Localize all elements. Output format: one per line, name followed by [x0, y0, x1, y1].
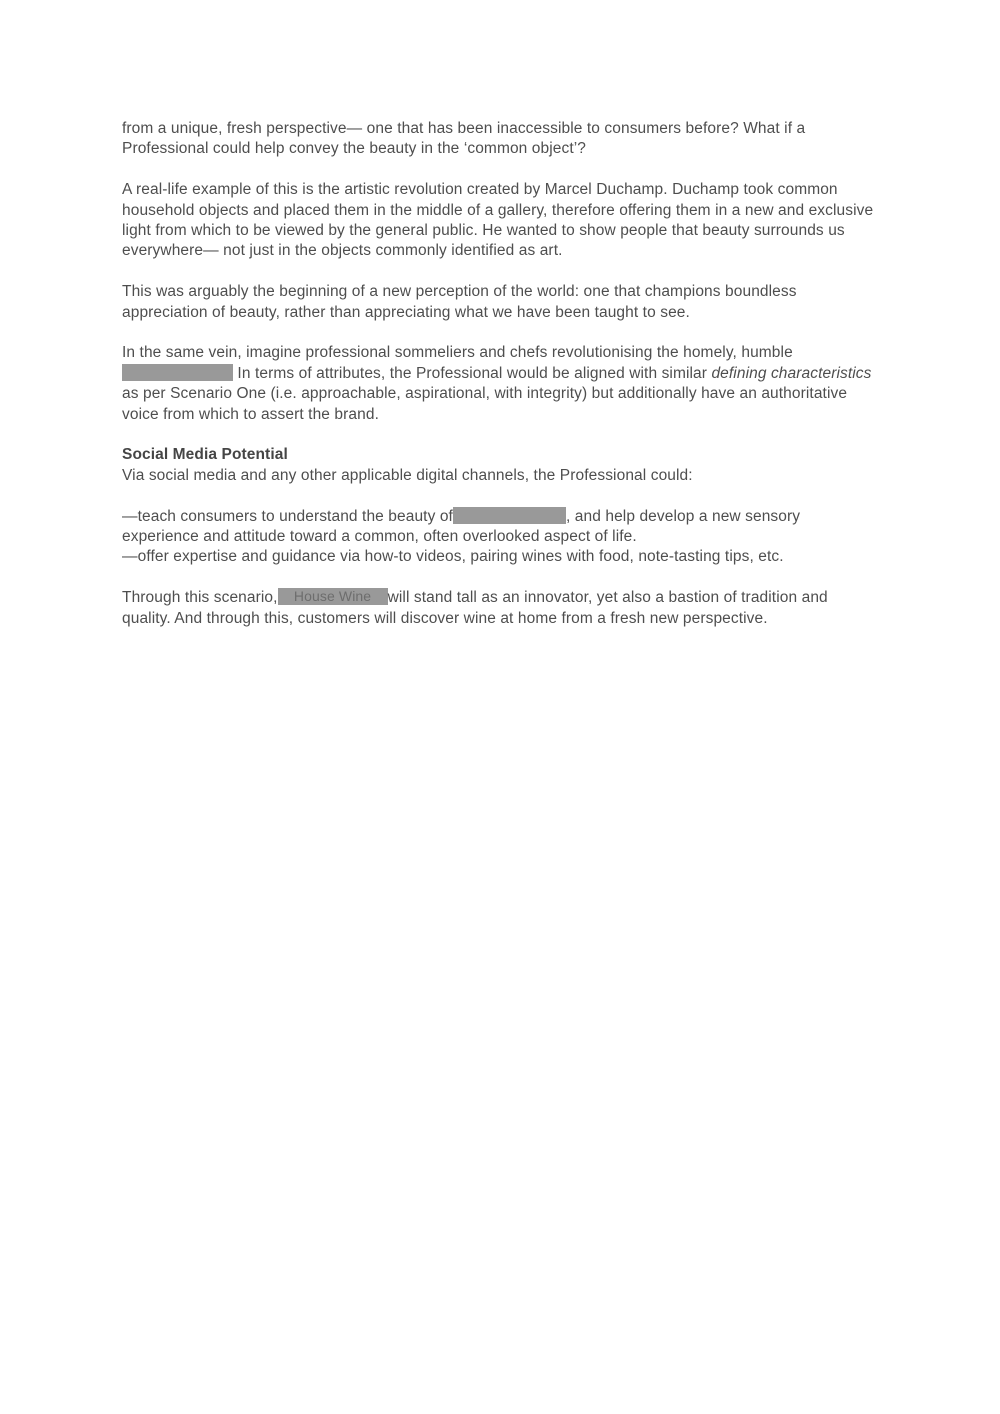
text-run: —teach consumers to understand the beauty of — [122, 507, 453, 525]
text-run: defining characteristics — [711, 364, 872, 382]
redaction-bar: House Wine — [278, 588, 388, 605]
redaction-bar — [122, 364, 233, 381]
text-run: In terms of attributes, the Professional would be aligned with similar — [233, 364, 712, 382]
paragraph-sommeliers — [122, 343, 875, 425]
text-run: In the same vein, imagine professional sommeliers and chefs revolutionising the homely, humble — [122, 344, 793, 362]
list-social-media-ideas — [122, 507, 875, 568]
paragraph-intro — [122, 119, 875, 160]
text-run: —offer expertise and guidance via how-to videos, pairing wines with food, note-tasting tips, etc. — [122, 548, 784, 566]
text-run: as per Scenario One (i.e. approachable, aspirational, with integrity) but additionally have an authoritative voice from which to assert the brand. — [122, 385, 848, 423]
redaction-bar — [453, 507, 566, 524]
text-run: A real-life example of this is the artistic revolution created by Marcel Duchamp. Duchamp took common household objects and placed them in the middle of a gallery, therefore offering them in a new and exclusive light from which to be viewed by the general public. He wanted to show people that beauty surrounds us everywhere— not just in the objects commonly identified as art. — [122, 181, 874, 260]
text-run: Via social media and any other applicable digital channels, the Professional could: — [122, 466, 693, 484]
text-run: , and help develop a new sensory experience and attitude toward a common, often overlooked aspect of life. — [122, 507, 801, 546]
text-run: will stand tall as an innovator, yet also a bastion of tradition and quality. And through this, customers will discover wine at home from a fresh new perspective. — [122, 589, 828, 627]
text-run: Through this scenario, — [122, 589, 278, 607]
document-body — [122, 119, 875, 629]
paragraph-conclusion — [122, 588, 875, 629]
section-heading: Social Media Potential — [122, 446, 288, 464]
paragraph-duchamp — [122, 180, 875, 262]
text-run: from a unique, fresh perspective— one that has been inaccessible to consumers before? What if a Professional could help convey the beauty in the ‘common object’? — [122, 120, 806, 158]
text-run: This was arguably the beginning of a new perception of the world: one that champions boundless appreciation of beauty, rather than appreciating what we have been taught to see. — [122, 283, 797, 321]
section-social-media — [122, 445, 875, 486]
paragraph-perception — [122, 282, 875, 323]
